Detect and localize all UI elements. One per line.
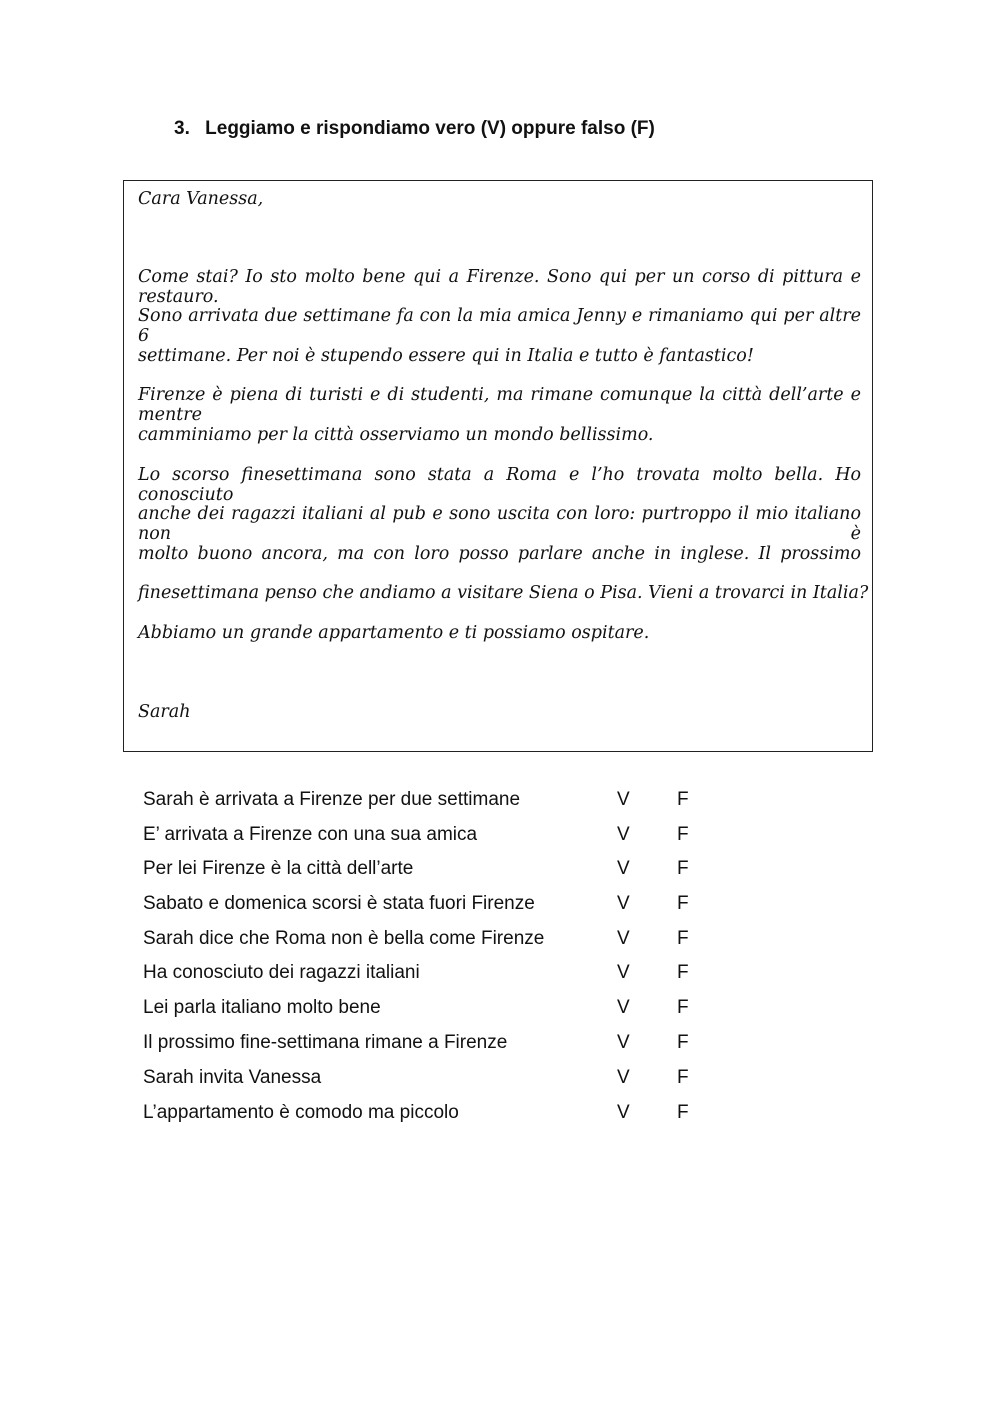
statement-row [143, 852, 703, 886]
exercise-instructions: Leggiamo e rispondiamo vero (V) oppure falso (F) [205, 118, 655, 139]
statement-text: Sarah è arrivata a Firenze per due settimane [143, 789, 521, 810]
true-option[interactable]: V [617, 962, 630, 983]
true-option[interactable]: V [617, 893, 630, 914]
false-option[interactable]: F [677, 893, 689, 914]
false-option[interactable]: F [677, 962, 689, 983]
letter-signature: Sarah [138, 702, 191, 722]
statement-text: Sarah invita Vanessa [143, 1067, 322, 1088]
letter-line: Abbiamo un grande appartamento e ti possiamo ospitare. [138, 623, 650, 643]
false-option[interactable]: F [677, 858, 689, 879]
statement-row [143, 783, 703, 817]
false-option[interactable]: F [677, 997, 689, 1018]
statement-text: Ha conosciuto dei ragazzi italiani [143, 962, 420, 983]
true-option[interactable]: V [617, 997, 630, 1018]
statement-row [143, 922, 703, 956]
statement-row [143, 1096, 703, 1130]
exercise-number: 3. [174, 118, 190, 139]
letter-line: Sono arrivata due settimane fa con la mia amica Jenny e rimaniamo qui per altre 6 [138, 306, 861, 346]
true-option[interactable]: V [617, 1102, 630, 1123]
false-option[interactable]: F [677, 1032, 689, 1053]
statement-row [143, 956, 703, 990]
true-option[interactable]: V [617, 789, 630, 810]
letter-line: finesettimana penso che andiamo a visitare Siena o Pisa. Vieni a trovarci in Italia? [138, 583, 869, 603]
false-option[interactable]: F [677, 1067, 689, 1088]
statement-text: Sarah dice che Roma non è bella come Firenze [143, 928, 545, 949]
letter-line: molto buono ancora, ma con loro posso parlare anche in inglese. Il prossimo [138, 544, 861, 564]
statement-text: Per lei Firenze è la città dell’arte [143, 858, 414, 879]
false-option[interactable]: F [677, 928, 689, 949]
letter-line: Firenze è piena di turisti e di studenti, ma rimane comunque la città dell’arte e mentre [138, 385, 861, 425]
true-option[interactable]: V [617, 1067, 630, 1088]
statement-row [143, 991, 703, 1025]
false-option[interactable]: F [677, 789, 689, 810]
statement-row [143, 1026, 703, 1060]
false-option[interactable]: F [677, 824, 689, 845]
true-option[interactable]: V [617, 928, 630, 949]
letter-line: anche dei ragazzi italiani al pub e sono uscita con loro: purtroppo il mio italiano non è [138, 504, 861, 544]
true-option[interactable]: V [617, 824, 630, 845]
exercise-title [174, 118, 655, 140]
true-option[interactable]: V [617, 858, 630, 879]
statement-text: Lei parla italiano molto bene [143, 997, 381, 1018]
letter-line: camminiamo per la città osserviamo un mondo bellissimo. [138, 425, 654, 445]
letter-line: Lo scorso finesettimana sono stata a Roma e l’ho trovata molto bella. Ho conosciuto [138, 465, 861, 505]
statement-text: Il prossimo fine-settimana rimane a Firenze [143, 1032, 508, 1053]
statement-text: E’ arrivata a Firenze con una sua amica [143, 824, 478, 845]
letter-box [123, 180, 873, 752]
statement-text: Sabato e domenica scorsi è stata fuori Firenze [143, 893, 535, 914]
letter-line: settimane. Per noi è stupendo essere qui in Italia e tutto è fantastico! [138, 346, 754, 366]
letter-line: Come stai? Io sto molto bene qui a Firenze. Sono qui per un corso di pittura e restauro. [138, 267, 861, 307]
false-option[interactable]: F [677, 1102, 689, 1123]
statement-row [143, 818, 703, 852]
statement-row [143, 887, 703, 921]
statement-row [143, 1061, 703, 1095]
letter-greeting: Cara Vanessa, [138, 189, 264, 209]
true-option[interactable]: V [617, 1032, 630, 1053]
statement-text: L’appartamento è comodo ma piccolo [143, 1102, 459, 1123]
